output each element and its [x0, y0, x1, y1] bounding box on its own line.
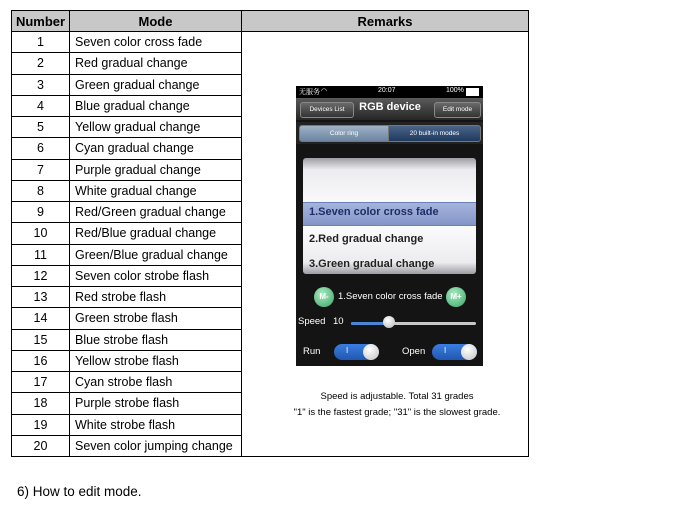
speed-value: 10	[333, 316, 344, 327]
row-number: 15	[12, 329, 70, 350]
row-mode: Purple strobe flash	[70, 393, 242, 414]
row-mode: Seven color cross fade	[70, 32, 242, 53]
section-heading: 6) How to edit mode.	[17, 484, 142, 499]
remarks-note-line2: "1" is the fastest grade; "31" is the slowest grade.	[293, 407, 501, 418]
picker-item[interactable]: 2.Red gradual change	[309, 233, 424, 245]
battery-icon	[466, 88, 479, 96]
row-number: 7	[12, 159, 70, 180]
row-mode: White strobe flash	[70, 414, 242, 435]
row-mode: Red strobe flash	[70, 287, 242, 308]
row-mode: Blue strobe flash	[70, 329, 242, 350]
battery-label: 100%	[446, 87, 464, 94]
remarks-note-line1: Speed is adjustable. Total 31 grades	[320, 391, 474, 402]
segmented-control	[296, 122, 483, 144]
mode-control-row	[296, 285, 483, 309]
row-number: 13	[12, 287, 70, 308]
row-mode: White gradual change	[70, 180, 242, 201]
speed-label: Speed	[298, 316, 326, 327]
row-number: 12	[12, 265, 70, 286]
row-mode: Seven color jumping change	[70, 435, 242, 456]
row-mode: Yellow gradual change	[70, 117, 242, 138]
speed-row	[296, 314, 483, 330]
mode-picker[interactable]	[303, 158, 476, 274]
row-mode: Blue gradual change	[70, 95, 242, 116]
segment-built-in-modes[interactable]: 20 built-in modes	[388, 125, 481, 142]
open-toggle[interactable]	[432, 344, 477, 360]
segment-color-ring[interactable]: Color ring	[299, 125, 389, 142]
row-number: 3	[12, 74, 70, 95]
picker-item[interactable]: 3.Green gradual change	[309, 258, 435, 270]
run-toggle-knob	[363, 344, 379, 360]
row-number: 5	[12, 117, 70, 138]
row-mode: Green gradual change	[70, 74, 242, 95]
speed-slider-knob[interactable]	[383, 316, 395, 328]
picker-item[interactable]: 1.Seven color cross fade	[309, 206, 439, 218]
run-toggle-state: I	[346, 346, 349, 355]
row-mode: Red/Green gradual change	[70, 202, 242, 223]
row-number: 8	[12, 180, 70, 201]
row-number: 18	[12, 393, 70, 414]
row-number: 20	[12, 435, 70, 456]
row-number: 19	[12, 414, 70, 435]
wifi-icon: ◠	[321, 88, 328, 95]
row-number: 2	[12, 53, 70, 74]
row-number: 16	[12, 350, 70, 371]
row-number: 14	[12, 308, 70, 329]
table-row	[12, 32, 529, 53]
open-toggle-state: I	[444, 346, 447, 355]
status-bar	[296, 86, 483, 98]
carrier-label: 无服务	[299, 89, 320, 96]
run-toggle[interactable]	[334, 344, 379, 360]
mode-minus-button[interactable]: M-	[314, 287, 334, 307]
mode-plus-button[interactable]: M+	[446, 287, 466, 307]
row-number: 1	[12, 32, 70, 53]
row-number: 10	[12, 223, 70, 244]
edit-mode-button[interactable]: Edit mode	[434, 102, 481, 118]
row-mode: Red gradual change	[70, 53, 242, 74]
row-number: 6	[12, 138, 70, 159]
phone-screenshot	[296, 86, 483, 366]
open-toggle-knob	[461, 344, 477, 360]
row-mode: Cyan gradual change	[70, 138, 242, 159]
row-number: 4	[12, 95, 70, 116]
current-mode-label: 1.Seven color cross fade	[338, 291, 443, 302]
devices-list-button[interactable]: Devices List	[300, 102, 354, 118]
header-mode: Mode	[70, 11, 242, 32]
row-number: 17	[12, 372, 70, 393]
row-mode: Red/Blue gradual change	[70, 223, 242, 244]
nav-title: RGB device	[359, 101, 421, 113]
status-time: 20:07	[378, 87, 396, 94]
row-number: 11	[12, 244, 70, 265]
row-mode: Seven color strobe flash	[70, 265, 242, 286]
header-number: Number	[12, 11, 70, 32]
open-label: Open	[402, 346, 426, 357]
toggle-row	[296, 344, 483, 362]
row-mode: Yellow strobe flash	[70, 350, 242, 371]
run-label: Run	[303, 346, 321, 357]
row-mode: Green strobe flash	[70, 308, 242, 329]
header-remarks: Remarks	[242, 11, 529, 32]
row-mode: Purple gradual change	[70, 159, 242, 180]
speed-slider[interactable]	[351, 322, 476, 325]
row-number: 9	[12, 202, 70, 223]
nav-bar	[296, 98, 483, 120]
row-mode: Cyan strobe flash	[70, 372, 242, 393]
row-mode: Green/Blue gradual change	[70, 244, 242, 265]
